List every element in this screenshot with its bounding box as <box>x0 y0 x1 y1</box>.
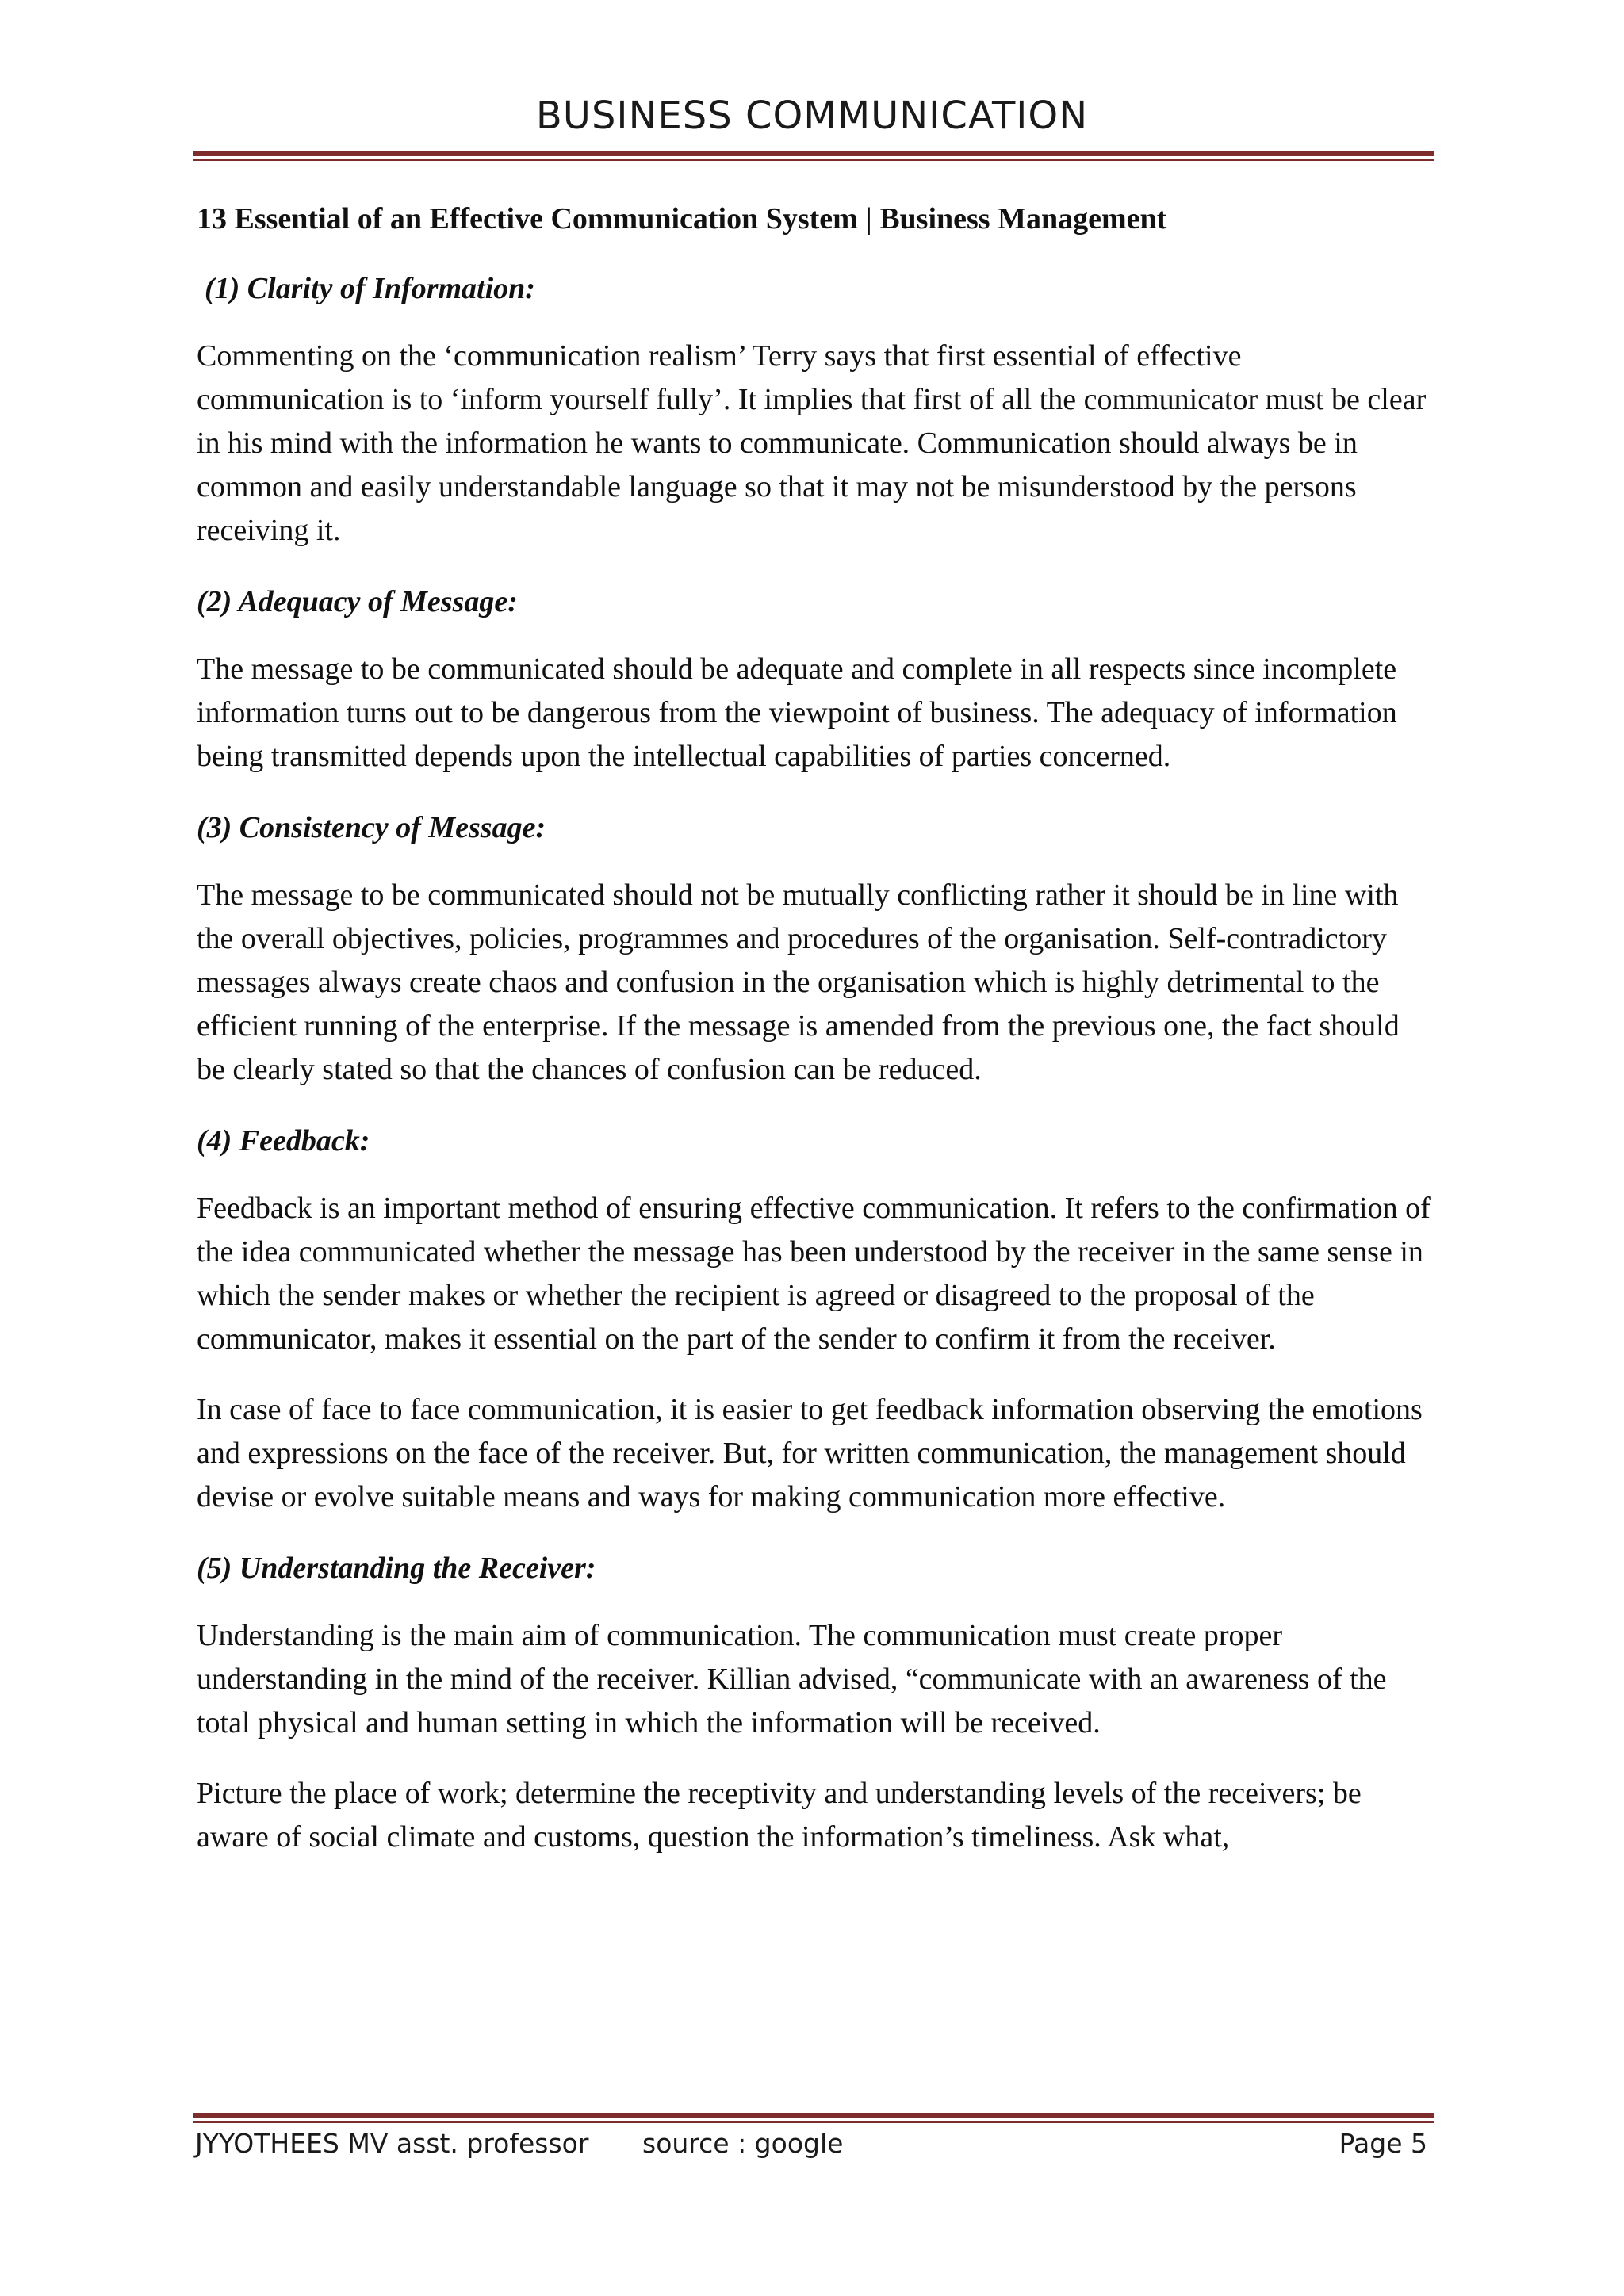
section-heading: (1) Clarity of Information: <box>205 272 535 305</box>
footer-page-number: Page 5 <box>1339 2128 1427 2159</box>
paragraph: Feedback is an important method of ensuring effective communication. It refers to the confirmation of the idea communicated whether the message has been understood by the receiver in the same sense in which the sender makes or whether the recipient is agreed or disagreed to the proposal of the communicator, makes it essential on the part of the sender to confirm it from the receiver. <box>197 1192 1431 1356</box>
section-heading: (4) Feedback: <box>197 1124 370 1158</box>
paragraph: Picture the place of work; determine the receptivity and understanding levels of the receivers; be aware of social climate and customs, question the information’s timeliness. Ask what, <box>197 1777 1362 1854</box>
document-title: 13 Essential of an Effective Communication System | Business Management <box>197 202 1167 235</box>
footer-author: JYYOTHEES MV asst. professor <box>195 2128 589 2159</box>
header-divider <box>193 151 1434 161</box>
section-clarity <box>197 266 1434 553</box>
document-body <box>197 197 1434 1886</box>
paragraph: The message to be communicated should be adequate and complete in all respects since incomplete information turns out to be dangerous from the viewpoint of business. The adequacy of information being transmitted depends upon the intellectual capabilities of parties concerned. <box>197 652 1397 773</box>
paragraph: In case of face to face communication, it is easier to get feedback information observing the emotions and expressions on the face of the receiver. But, for written communication, the management should devise or evolve suitable means and ways for making communication more effective. <box>197 1393 1423 1513</box>
footer-divider <box>193 2113 1434 2123</box>
paragraph: Understanding is the main aim of communication. The communication must create proper understanding in the mind of the receiver. Killian advised, “communicate with an awareness of the total physical and human setting in which the information will be received. <box>197 1619 1387 1739</box>
section-heading: (3) Consistency of Message: <box>197 811 546 844</box>
paragraph: Commenting on the ‘communication realism’ Terry says that first essential of effective communication is to ‘inform yourself fully’. It implies that first of all the communicator must be clear in his mind with the information he wants to communicate. Communication should always be in common and easily understandable language so that it may not be misunderstood by the persons receiving it. <box>197 339 1427 547</box>
page-header-title: BUSINESS COMMUNICATION <box>535 94 1089 138</box>
section-adequacy <box>197 580 1434 779</box>
paragraph: The message to be communicated should not be mutually conflicting rather it should be in line with the overall objectives, policies, programmes and procedures of the organisation. Self-contradictory messages always create chaos and confusion in the organisation which is highly detrimental to the efficient running of the enterprise. If the message is amended from the previous one, the fact should be clearly stated so that the chances of confusion can be reduced. <box>197 878 1400 1086</box>
section-heading: (5) Understanding the Receiver: <box>197 1552 596 1585</box>
section-feedback <box>197 1119 1434 1519</box>
footer-source: source : google <box>642 2128 844 2159</box>
section-understanding <box>197 1546 1434 1859</box>
section-consistency <box>197 806 1434 1092</box>
section-heading: (2) Adequacy of Message: <box>197 585 518 618</box>
